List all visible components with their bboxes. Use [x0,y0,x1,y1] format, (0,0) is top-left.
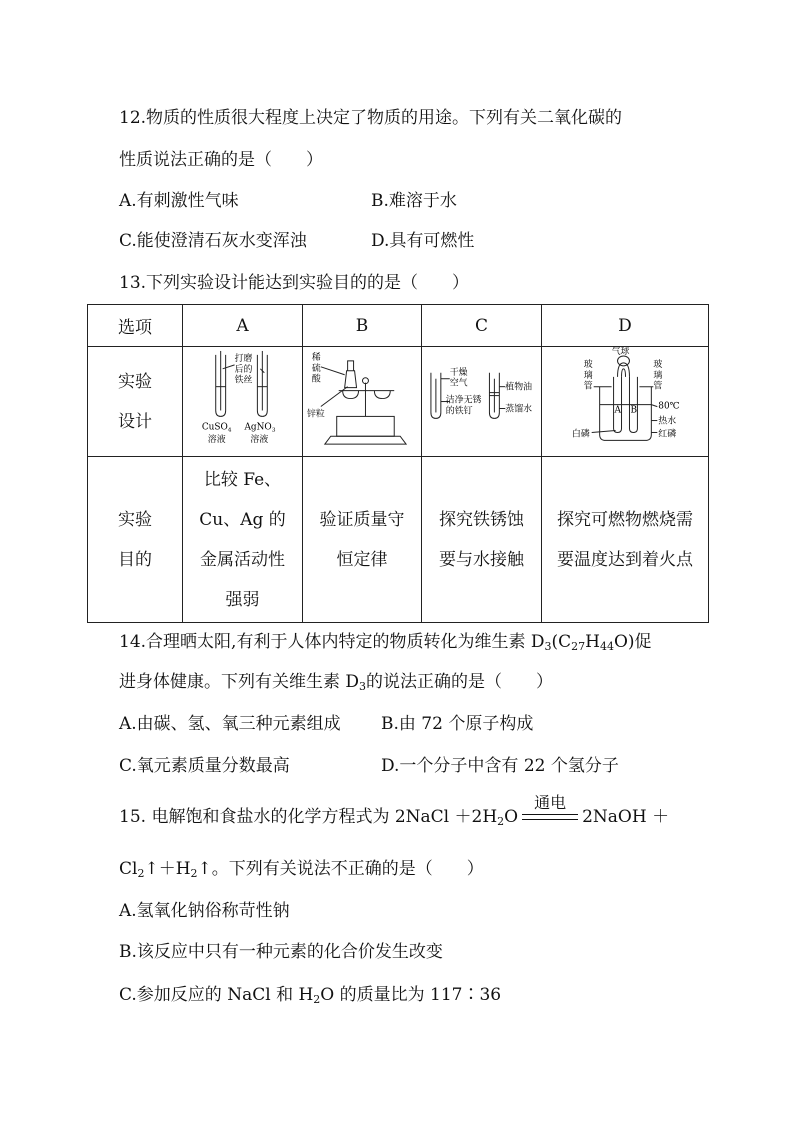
fig-c-oil: 植物油 [505,382,533,393]
fig-c-nail-2: 的铁钉 [445,406,473,417]
fig-d-pipe-left: 管 [583,381,593,392]
design-row-label: 实验 设计 [88,347,183,457]
fig-a-sol-2b: 3 [271,426,276,434]
purpose-b: 验证质量守 恒定律 [303,457,422,623]
q13-stem: 13.下列实验设计能达到实验目的的是（ ） [119,273,470,293]
q12-stem-line1: 12.物质的性质很大程度上决定了物质的用途。下列有关二氧化碳的 [119,108,623,128]
balance-diagram [303,347,421,451]
fig-a-sol-1a: CuSO [201,422,228,433]
fig-d-tube-b: B [630,405,638,416]
q12-stem-line2: 性质说法正确的是（ ） [119,150,323,170]
fig-c-air-2: 空气 [449,378,468,389]
fig-c-water: 蒸馏水 [505,404,533,415]
purpose-row-label: 实验 目的 [88,457,183,623]
fig-a-sol-1b: 4 [227,426,232,434]
fig-b-zinc: 锌粒 [306,409,325,420]
purpose-d: 探究可燃物燃烧需 要温度达到着火点 [542,457,709,623]
q12-option-a: A.有刺激性气味 [119,191,239,211]
fig-d-red-p: 红磷 [658,429,677,440]
fig-d-hot-water: 热水 [658,416,677,427]
q12-option-b: B.难溶于水 [371,191,457,211]
header-col-d: D [542,305,709,347]
test-tubes-diagram [183,347,302,451]
q14-option-a: A.由碳、氢、氧三种元素组成 [119,714,341,734]
fig-b-acid-2: 硫 [311,363,321,374]
figure-b [303,347,422,457]
fig-d-pipe-right: 管 [653,381,663,392]
fig-d-glass-left-2: 璃 [583,370,593,381]
fig-a-wire-1: 打磨 [234,353,253,364]
q14-option-b: B.由 72 个原子构成 [381,714,534,734]
fig-d-balloon: 气球 [611,347,630,357]
header-col-b: B [303,305,422,347]
q14-option-d: D.一个分子中含有 22 个氢分子 [381,756,619,776]
fig-c-nail-1: 洁净无锈 [445,395,482,406]
q15-stem-line2: $Cl_2↑+H_2↑$。下列有关说法不正确的是（ ） [119,859,484,880]
figure-c [422,347,542,457]
fig-b-acid-1: 稀 [311,353,321,364]
fig-d-tube-a: A [614,405,622,416]
figure-a [183,347,303,457]
table-header-row [88,305,709,347]
fig-d-temp: 80℃ [658,401,680,412]
fig-c-air-1: 干燥 [449,367,468,378]
purpose-a: 比较 Fe、 Cu、Ag 的 金属活动性 强弱 [183,457,303,623]
fig-a-liquid-2: 溶液 [250,435,269,446]
svg-text:CuSO4 [202,422,232,433]
combustion-beaker-diagram [542,347,708,451]
header-option-label: 选项 [88,305,183,347]
fig-d-glass-right-2: 璃 [653,370,663,381]
figure-d [542,347,709,457]
q15-stem-line1: 15. 电解饱和食盐水的化学方程式为 2NaCl $+2H_2O$ 通电 2NaOH ＋ [119,793,670,828]
fig-d-white-p: 白磷 [571,429,590,440]
fig-a-wire-2: 后的 [234,364,253,375]
fig-d-glass-left-1: 玻 [583,359,593,370]
q15-option-c: C.参加反应的 NaCl 和 $H_2O$ 的质量比为 117∶36 [119,985,502,1006]
experiment-table [87,304,709,623]
q14-stem-line2: 进身体健康。下列有关维生素 $D_3$的说法正确的是（ ） [119,672,554,693]
reaction-condition: 通电 [534,793,567,812]
q14-stem-line1: 14.合理晒太阳,有利于人体内特定的物质转化为维生素 $D_3(C_{27}H_{44}O)$促 [119,632,652,653]
fig-d-glass-right-1: 玻 [653,359,663,370]
svg-text:AgNO3 [243,422,275,433]
q15-option-b: B.该反应中只有一种元素的化合价发生改变 [119,942,443,962]
table-purpose-row [88,457,709,623]
table-design-row [88,347,709,457]
fig-b-acid-3: 酸 [311,374,321,385]
iron-nail-tubes-diagram [422,347,541,451]
header-col-c: C [422,305,542,347]
q12-option-c: C.能使澄清石灰水变浑浊 [119,231,307,251]
reaction-arrow [522,793,578,829]
purpose-c: 探究铁锈蚀 要与水接触 [422,457,542,623]
double-bar-icon [522,814,578,820]
q12-option-d: D.具有可燃性 [371,231,475,251]
q15-option-a: A.氢氧化钠俗称苛性钠 [119,901,290,921]
fig-a-liquid-1: 溶液 [207,435,226,446]
fig-a-wire-3: 铁丝 [234,375,253,386]
q14-option-c: C.氧元素质量分数最高 [119,756,290,776]
fig-a-sol-2a: AgNO [244,422,272,433]
header-col-a: A [183,305,303,347]
